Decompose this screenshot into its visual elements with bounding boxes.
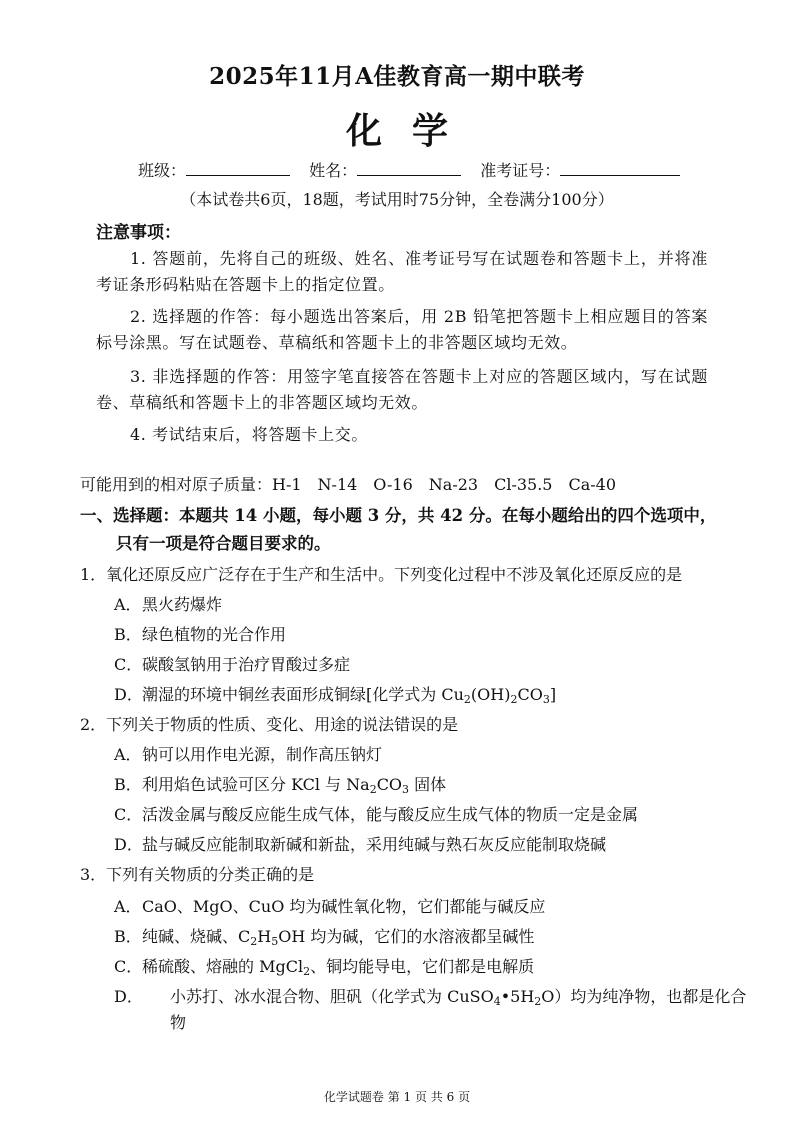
question-3-option-b: B．纯碱、烧碱、$C_2H_5OH$ 均为碱，它们的水溶液都呈碱性 [114, 927, 535, 948]
exam-note: （本试卷共6页，18题，考试用时75分钟，全卷满分100分） [180, 190, 614, 209]
section-heading-line2: 只有一项是符合题目要求的。 [116, 534, 331, 553]
class-blank [186, 161, 290, 176]
exam-id-blank [560, 161, 680, 176]
question-3-option-d: D． 小苏打、冰水混合物、胆矾（化学式为 $CuSO_4•5H_2O$）均为纯净物，也都是化合物 [114, 987, 747, 1032]
question-1-option-b: B．绿色植物的光合作用 [114, 625, 287, 644]
atomic-masses: 可能用到的相对原子质量：H-1 N-14 O-16 Na-23 Cl-35.5 Ca-40 [80, 475, 617, 494]
question-3-option-c: C．稀硫酸、熔融的 MgCl$_2$、铜均能导电，它们都是电解质 [114, 957, 535, 978]
subject-title: 化学 [345, 110, 478, 152]
section-heading [80, 502, 720, 558]
name-label: 姓名： [309, 161, 358, 180]
page-footer: 化学试题卷 第 1 页 共 6 页 [323, 1090, 471, 1104]
question-2-option-d: D．盐与碱反应能制取新碱和新盐，采用纯碱与熟石灰反应能制取烧碱 [114, 835, 607, 854]
notice-item: 3. 非选择题的作答：用签字笔直接答在答题卡上对应的答题区域内，写在试题卷、草稿纸和答题卡上的非答题区域均无效。 [96, 367, 708, 412]
question-2-option-a: A．钠可以用作电光源，制作高压钠灯 [114, 745, 383, 764]
question-3-stem: 3．下列有关物质的分类正确的是 [80, 865, 315, 884]
question-1-option-c: C．碳酸氢钠用于治疗胃酸过多症 [114, 655, 351, 674]
question-2-stem: 2．下列关于物质的性质、变化、用途的说法错误的是 [80, 715, 459, 734]
student-info-row [138, 158, 694, 181]
exam-title: 2025年11月A佳教育高一期中联考 [209, 63, 585, 90]
section-heading-line1: 一、选择题：本题共 14 小题，每小题 3 分，共 42 分。在每小题给出的四个选项中， [80, 506, 717, 525]
question-1-option-d: D．潮湿的环境中铜丝表面形成铜绿[化学式为 $Cu_2(OH)_2CO_3$] [114, 685, 557, 706]
notice-item: 1. 答题前，先将自己的班级、姓名、准考证号写在试题卷和答题卡上，并将准考证条形码粘贴在答题卡上的指定位置。 [96, 249, 708, 294]
name-blank [357, 161, 461, 176]
class-label: 班级： [138, 161, 187, 180]
exam-id-label: 准考证号： [480, 161, 561, 180]
question-3-option-a: A．CaO、MgO、CuO 均为碱性氧化物，它们都能与碱反应 [114, 897, 546, 916]
question-2-option-b: B．利用焰色试验可区分 KCl 与 $Na_2CO_3$ 固体 [114, 775, 447, 796]
question-1-option-a: A．黑火药爆炸 [114, 595, 223, 614]
notice-heading: 注意事项： [96, 223, 181, 243]
notice-item: 2. 选择题的作答：每小题选出答案后，用 2B 铅笔把答题卡上相应题目的答案标号涂黑。写在试题卷、草稿纸和答题卡上的非答题区域均无效。 [96, 307, 708, 352]
question-2-option-c: C．活泼金属与酸反应能生成气体，能与酸反应生成气体的物质一定是金属 [114, 805, 639, 824]
question-1-stem: 1．氧化还原反应广泛存在于生产和生活中。下列变化过程中不涉及氧化还原反应的是 [80, 565, 683, 584]
notice-item: 4. 考试结束后，将答题卡上交。 [130, 425, 368, 444]
